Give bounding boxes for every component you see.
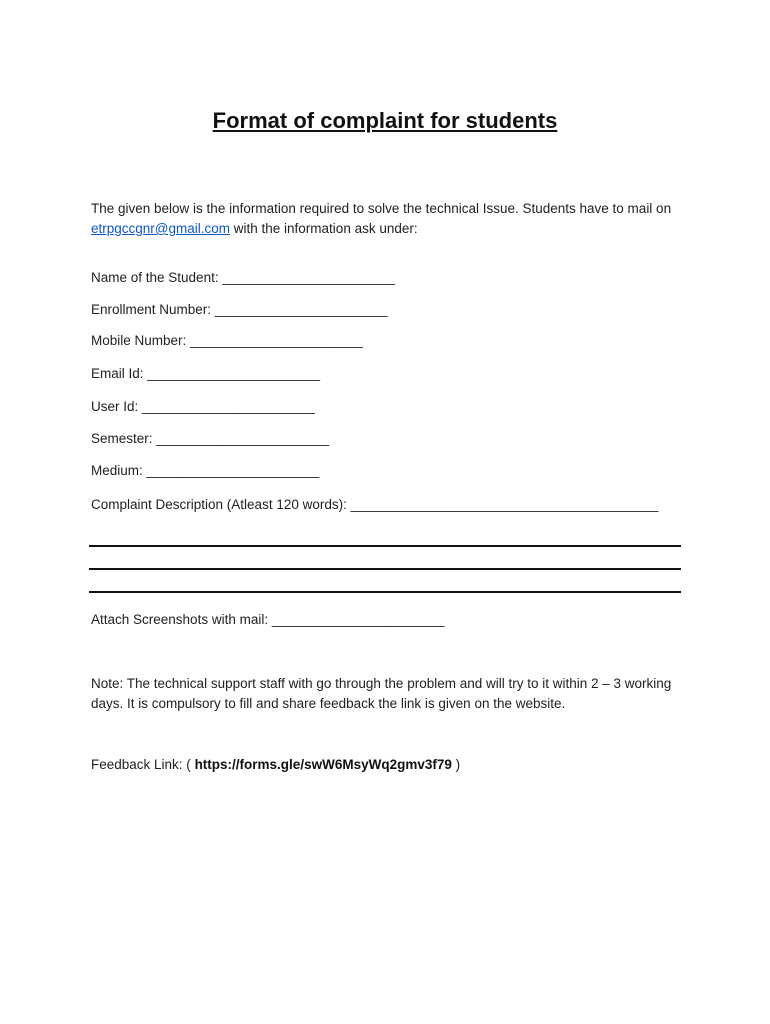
field-mobile-number: Mobile Number: _______________________ (91, 333, 363, 348)
intro-paragraph (91, 199, 691, 239)
note-paragraph: Note: The technical support staff with go through the problem and will try to it within 2 – 3 working days. It is compulsory to fill and share feedback the link is given on the website. (91, 676, 672, 711)
description-line-1 (89, 545, 681, 547)
field-email-id: Email Id: _______________________ (91, 366, 320, 381)
feedback-line (91, 757, 460, 772)
feedback-suffix: ) (451, 757, 461, 772)
page-title: Format of complaint for students (212, 108, 558, 133)
feedback-link[interactable]: https://forms.gle/swW6MsyWq2gmv3f79 (194, 757, 452, 772)
field-medium: Medium: _______________________ (91, 463, 320, 478)
description-line-3 (89, 591, 681, 593)
feedback-prefix: Feedback Link: ( (91, 757, 195, 772)
description-line-2 (89, 568, 681, 570)
field-complaint-description: Complaint Description (Atleast 120 words): _________________________________________ (91, 497, 659, 512)
field-enrollment-number: Enrollment Number: _______________________ (91, 302, 388, 317)
intro-text-after: with the information ask under: (230, 221, 418, 236)
support-email-link[interactable]: etrpgccgnr@gmail.com (91, 221, 231, 236)
field-attach-screenshots: Attach Screenshots with mail: _______________________ (91, 612, 445, 627)
field-user-id: User Id: _______________________ (91, 399, 315, 414)
field-semester: Semester: _______________________ (91, 431, 329, 446)
intro-text-before: The given below is the information required to solve the technical Issue. Students have to mail on (91, 201, 672, 216)
field-student-name: Name of the Student: _______________________ (91, 270, 396, 285)
